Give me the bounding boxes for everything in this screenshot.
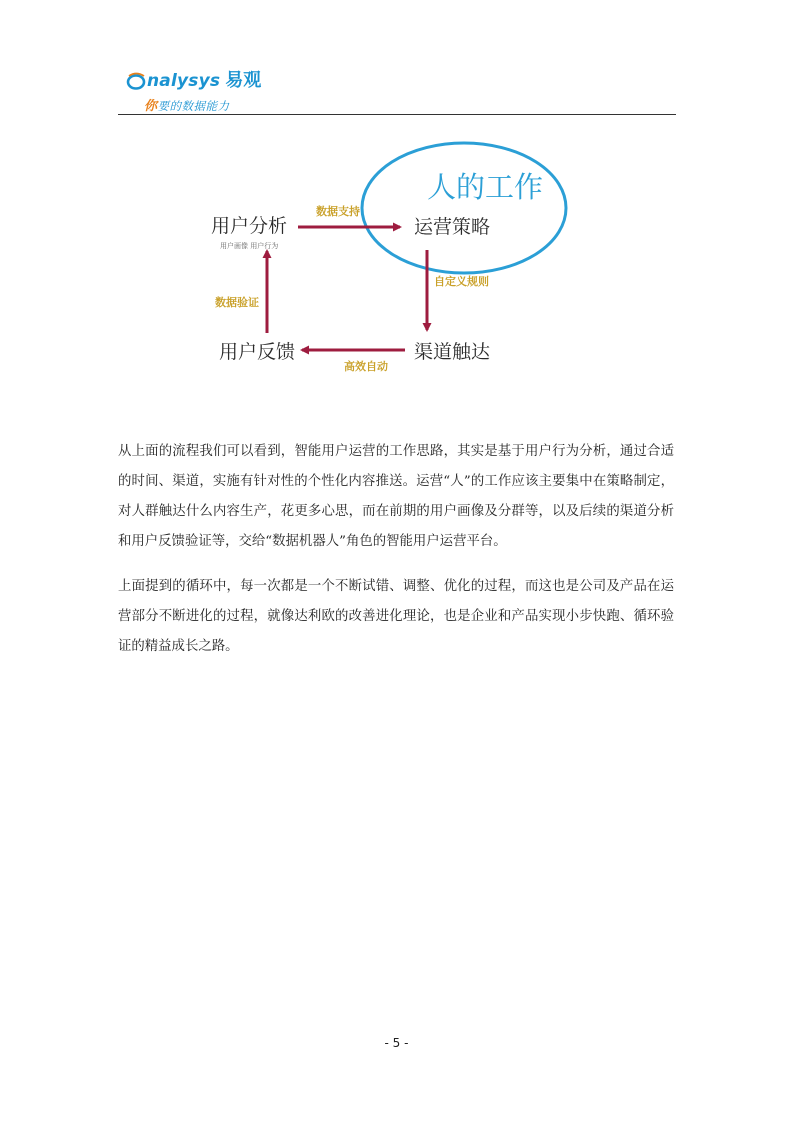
logo-o-mark-icon	[126, 72, 146, 90]
slogan-first-char: 你	[144, 99, 158, 114]
human-work-circle	[362, 143, 566, 273]
edge-label-data-support: 数据支持	[316, 205, 360, 218]
page-number: - 5 -	[384, 1036, 409, 1050]
body-paragraph-1: 从上面的流程我们可以看到，智能用户运营的工作思路，其实是基于用户行为分析，通过合适的时间、渠道，实施有针对性的个性化内容推送。运营“人”的工作应该主要集中在策略制定，对人群触达什么内容生产，花更多心思，而在前期的用户画像及分群等，以及后续的渠道分析和用户反馈验证等，交给“数据机器人”角色的智能用户运营平台。	[118, 444, 674, 549]
header-divider	[118, 114, 676, 115]
analysys-logo	[126, 72, 261, 90]
node-channel-reach: 渠道触达	[414, 341, 491, 363]
logo-wordmark: nalysys	[147, 71, 221, 91]
node-user-analysis: 用户分析	[211, 215, 288, 237]
human-work-label: 人的工作	[427, 170, 544, 204]
logo-chinese-name: 易观	[225, 70, 262, 91]
node-user-analysis-sub: 用户画像 用户行为	[220, 242, 279, 250]
edge-label-custom-rules: 自定义规则	[434, 275, 489, 288]
node-user-feedback: 用户反馈	[219, 341, 296, 363]
body-paragraph-2: 上面提到的循环中，每一次都是一个不断试错、调整、优化的过程，而这也是公司及产品在运营部分不断进化的过程，就像达利欧的改善进化理论，也是企业和产品实现小步快跑、循环验证的精益成长之路。	[118, 579, 674, 654]
edge-label-efficient-auto: 高效自动	[344, 360, 388, 373]
logo-slogan	[144, 95, 230, 114]
slogan-rest: 要的数据能力	[157, 99, 230, 113]
ops-loop-diagram	[190, 135, 590, 385]
node-ops-strategy: 运营策略	[414, 216, 491, 238]
edge-label-data-validation: 数据验证	[215, 296, 259, 309]
page-header	[118, 66, 676, 116]
